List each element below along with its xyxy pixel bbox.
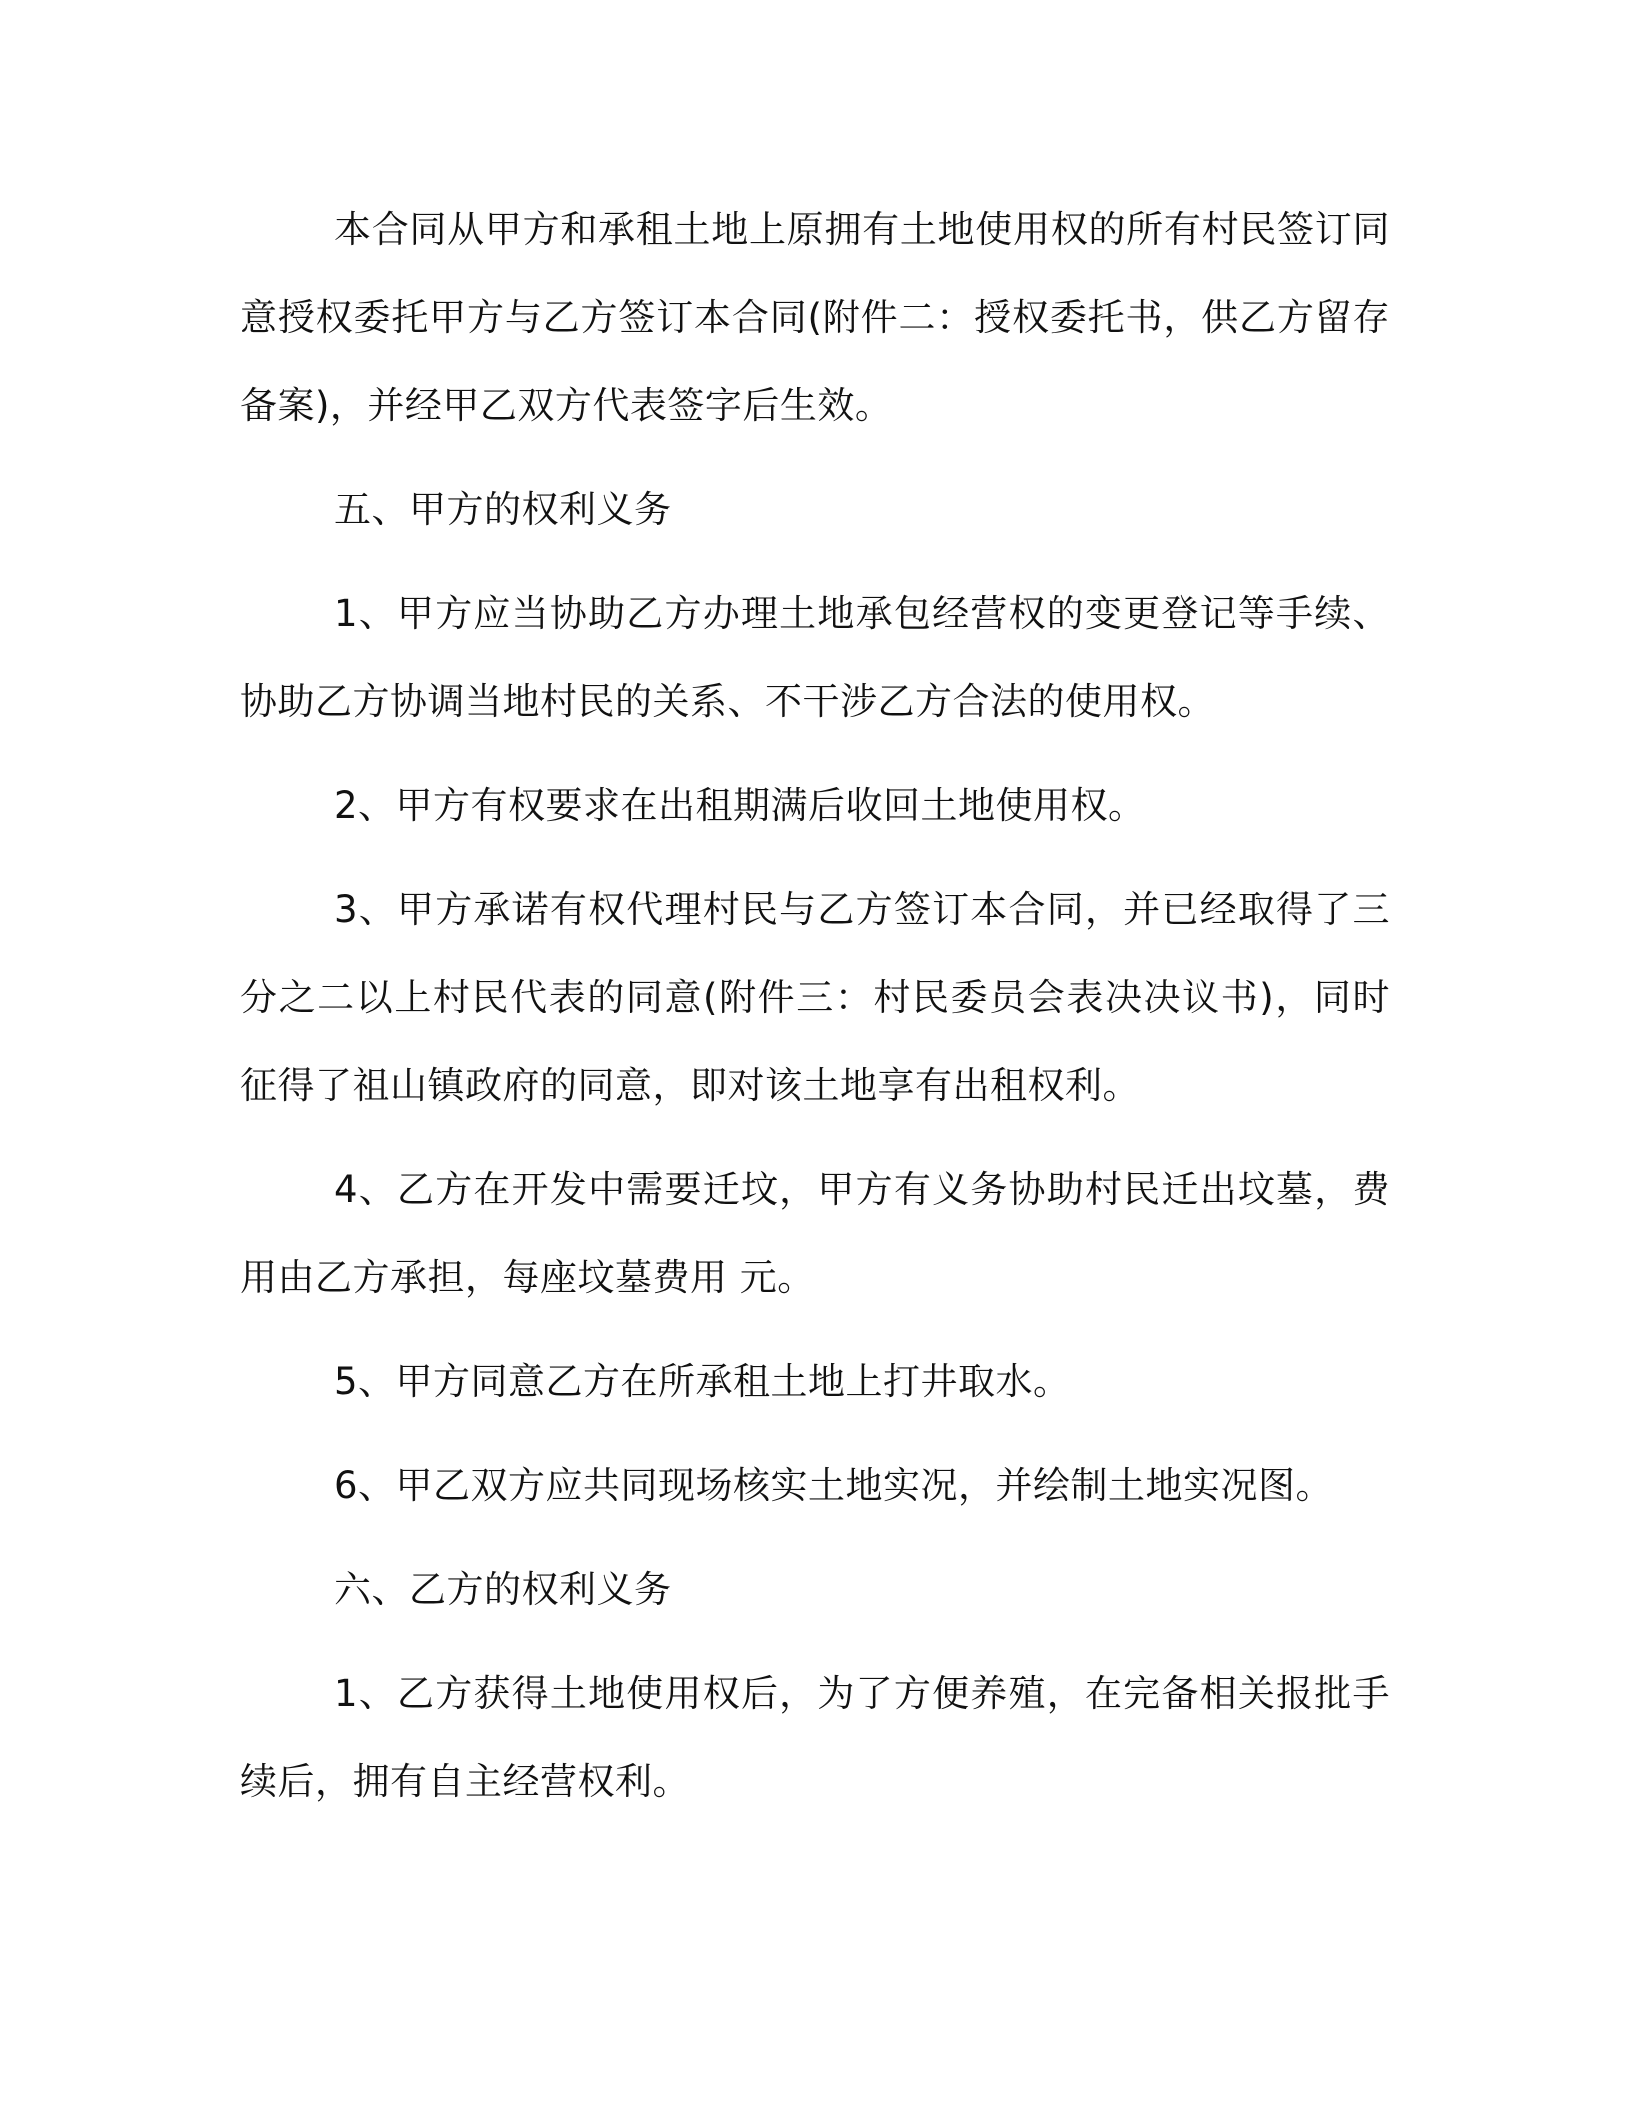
clause-a-6: 6、甲乙双方应共同现场核实土地实况，并绘制土地实况图。 [334, 1464, 1334, 1507]
paragraph-effectiveness: 本合同从甲方和承租土地上原拥有土地使用权的所有村民签订同意授权委托甲方与乙方签订本合同(附件二：授权委托书，供乙方留存备案)，并经甲乙双方代表签字后生效。 [240, 208, 1390, 427]
clause-a-3: 3、甲方承诺有权代理村民与乙方签订本合同，并已经取得了三分之二以上村民代表的同意(附件三：村民委员会表决决议书)，同时征得了祖山镇政府的同意，即对该土地享有出租权利。 [240, 888, 1390, 1107]
section-heading-party-a: 五、甲方的权利义务 [334, 488, 672, 531]
clause-a-5: 5、甲方同意乙方在所承租土地上打井取水。 [334, 1360, 1071, 1403]
clause-a-4: 4、乙方在开发中需要迁坟，甲方有义务协助村民迁出坟墓，费用由乙方承担，每座坟墓费用 元。 [240, 1168, 1390, 1299]
document-body [240, 186, 1390, 1842]
clause-a-1: 1、甲方应当协助乙方办理土地承包经营权的变更登记等手续、协助乙方协调当地村民的关系、不干涉乙方合法的使用权。 [240, 592, 1390, 723]
clause-b-1: 1、乙方获得土地使用权后，为了方便养殖，在完备相关报批手续后，拥有自主经营权利。 [240, 1672, 1390, 1803]
clause-a-2: 2、甲方有权要求在出租期满后收回土地使用权。 [334, 784, 1146, 827]
section-heading-party-b: 六、乙方的权利义务 [334, 1568, 672, 1611]
